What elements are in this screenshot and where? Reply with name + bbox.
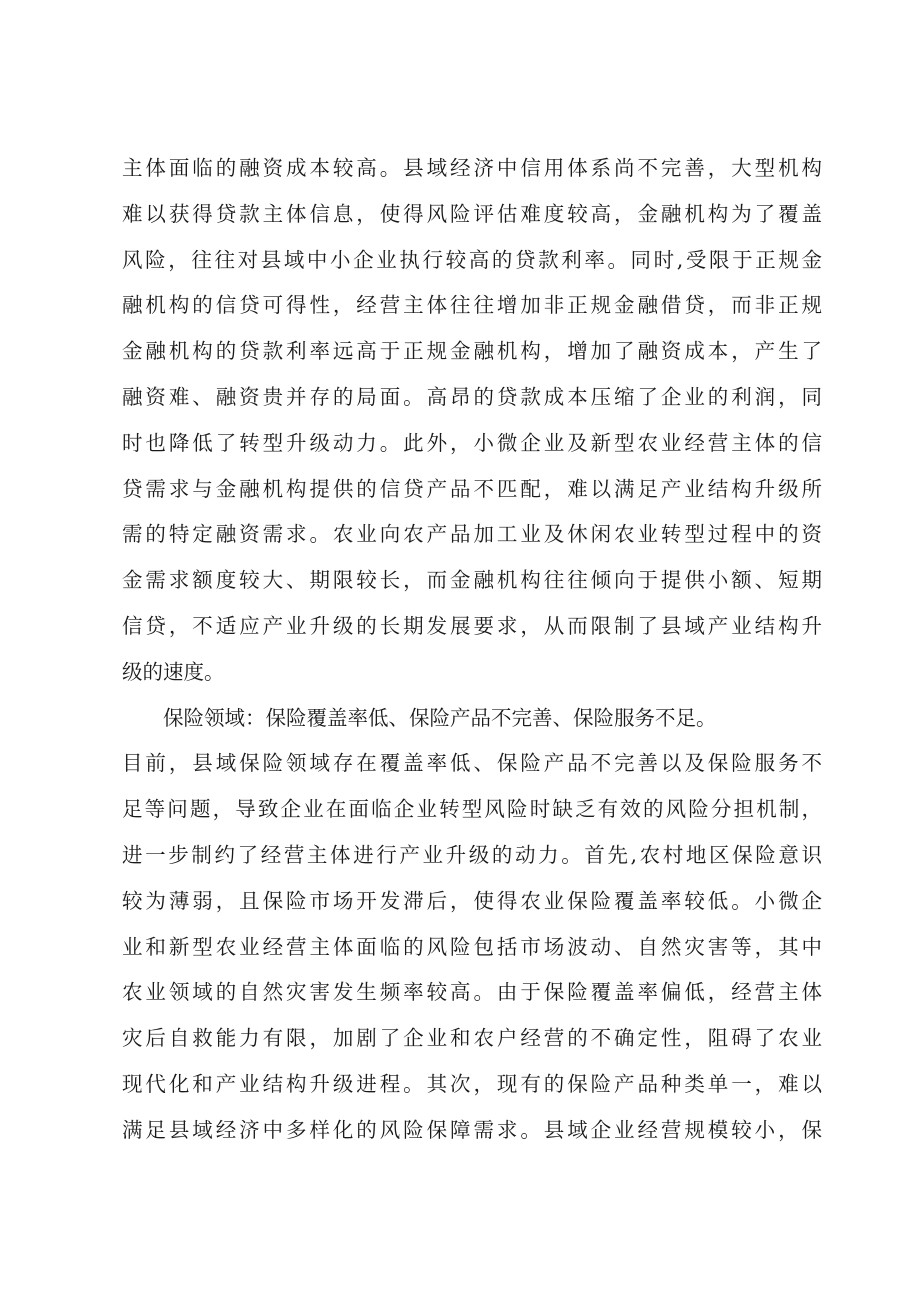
text-line: 进一步制约了经营主体进行产业升级的动力。首先,农村地区保险意识 bbox=[122, 842, 822, 867]
text-line: 金需求额度较大、期限较长，而金融机构往往倾向于提供小额、短期 bbox=[122, 568, 822, 593]
text-line: 金融机构的贷款利率远高于正规金融机构，增加了融资成本，产生了 bbox=[122, 339, 822, 364]
text-line: 融机构的信贷可得性，经营主体往往增加非正规金融借贷，而非正规 bbox=[122, 293, 822, 318]
text-line: 需的特定融资需求。农业向农产品加工业及休闲农业转型过程中的资 bbox=[122, 522, 822, 547]
text-line: 融资难、融资贵并存的局面。高昂的贷款成本压缩了企业的利润，同 bbox=[122, 384, 822, 409]
text-line: 时也降低了转型升级动力。此外，小微企业及新型农业经营主体的信 bbox=[122, 430, 822, 455]
text-line: 主体面临的融资成本较高。县域经济中信用体系尚不完善，大型机构 bbox=[122, 156, 822, 180]
text-line: 贷需求与金融机构提供的信贷产品不匹配，难以满足产业结构升级所 bbox=[122, 476, 822, 501]
text-line: 信贷，不适应产业升级的长期发展要求，从而限制了县域产业结构升 bbox=[122, 613, 822, 638]
text-line: 足等问题，导致企业在面临企业转型风险时缺乏有效的风险分担机制， bbox=[122, 797, 822, 822]
text-line: 现代化和产业结构升级进程。其次，现有的保险产品种类单一，难以 bbox=[122, 1071, 822, 1096]
text-line: 农业领域的自然灾害发生频率较高。由于保险覆盖率偏低，经营主体 bbox=[122, 980, 822, 1005]
text-line: 难以获得贷款主体信息，使得风险评估难度较高，金融机构为了覆盖 bbox=[122, 201, 822, 226]
paragraph-financing-cost bbox=[122, 146, 822, 696]
paragraph-insurance bbox=[122, 696, 822, 1154]
text-line: 目前，县域保险领域存在覆盖率低、保险产品不完善以及保险服务不 bbox=[122, 751, 822, 776]
text-line: 较为薄弱，且保险市场开发滞后，使得农业保险覆盖率较低。小微企 bbox=[122, 888, 822, 913]
text-line: 业和新型农业经营主体面临的风险包括市场波动、自然灾害等，其中 bbox=[122, 934, 822, 959]
text-line: 级的速度。 bbox=[122, 659, 225, 684]
section-heading: 保险领域：保险覆盖率低、保险产品不完善、保险服务不足。 bbox=[163, 705, 717, 730]
text-line: 风险，往往对县域中小企业执行较高的贷款利率。同时,受限于正规金 bbox=[122, 247, 822, 272]
text-line: 灾后自救能力有限，加剧了企业和农户经营的不确定性，阻碍了农业 bbox=[122, 1026, 822, 1051]
text-line: 满足县域经济中多样化的风险保障需求。县域企业经营规模较小，保 bbox=[122, 1117, 822, 1142]
body-text bbox=[122, 146, 822, 1154]
